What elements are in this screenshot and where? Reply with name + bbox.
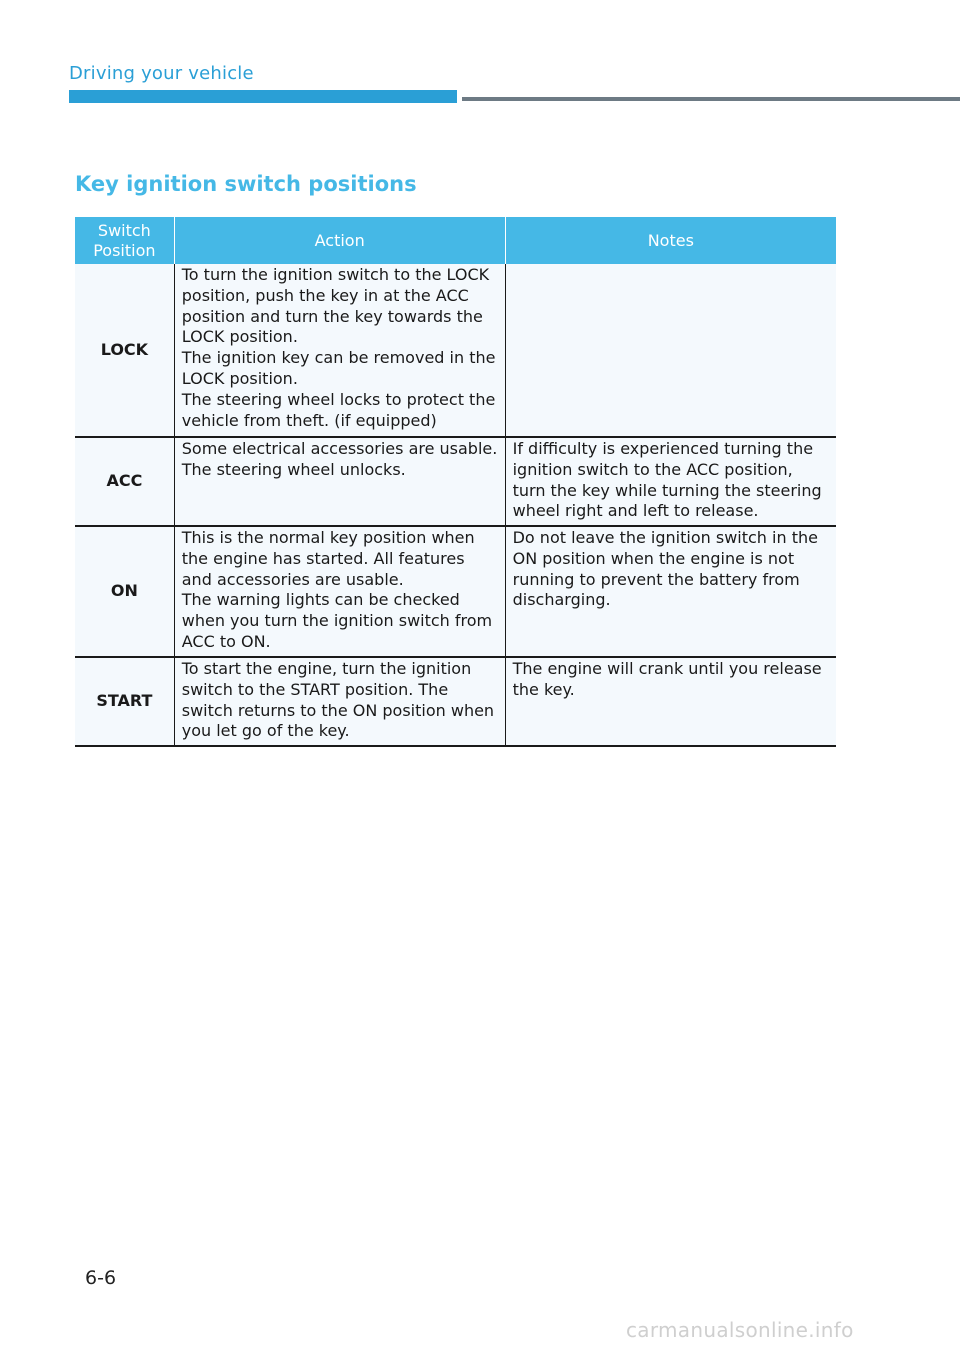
notes-cell xyxy=(505,657,836,746)
table-row xyxy=(75,657,836,746)
position-cell: ON xyxy=(75,526,174,657)
notes-text: The engine will crank until you release the key. xyxy=(512,659,822,699)
notes-text: Do not leave the ignition switch in the ON position when the engine is not running to prevent the battery from discharging. xyxy=(512,528,818,610)
ignition-positions-table xyxy=(75,217,836,747)
position-cell: ACC xyxy=(75,437,174,526)
table-row xyxy=(75,526,836,657)
header-accent-bar xyxy=(69,90,457,103)
notes-cell xyxy=(505,526,836,657)
table-row xyxy=(75,264,836,437)
notes-text: If difficulty is experienced turning the ignition switch to the ACC position, turn the key while turning the steering wheel right and left to release. xyxy=(512,439,822,521)
action-text: To turn the ignition switch to the LOCK position, push the key in at the ACC position and turn the key towards the LOCK position. The ignition key can be removed in the LOCK position. The steering wheel locks to protect the vehicle from theft. (if equipped) xyxy=(181,265,496,430)
action-cell xyxy=(174,657,505,746)
column-header-action: Action xyxy=(174,217,505,264)
action-text: This is the normal key position when the engine has started. All features and accessories are usable. The warning lights can be checked when you turn the ignition switch from ACC to ON. xyxy=(181,528,493,651)
table-row xyxy=(75,437,836,526)
column-header-switch-position: Switch Position xyxy=(75,217,174,264)
chapter-title: Driving your vehicle xyxy=(69,63,254,84)
action-cell xyxy=(174,437,505,526)
column-header-notes: Notes xyxy=(505,217,836,264)
action-text: To start the engine, turn the ignition switch to the START position. The switch returns to the ON position when you let go of the key. xyxy=(181,659,495,741)
notes-cell xyxy=(505,264,836,437)
table-header-row xyxy=(75,217,836,264)
watermark: carmanualsonline.info xyxy=(626,1318,854,1342)
position-cell: START xyxy=(75,657,174,746)
position-cell: LOCK xyxy=(75,264,174,437)
action-text: Some electrical accessories are usable. The steering wheel unlocks. xyxy=(181,439,498,479)
page-number: 6-6 xyxy=(85,1267,117,1289)
section-title: Key ignition switch positions xyxy=(75,172,417,196)
action-cell xyxy=(174,526,505,657)
notes-cell xyxy=(505,437,836,526)
action-cell xyxy=(174,264,505,437)
header-rule xyxy=(462,97,960,101)
